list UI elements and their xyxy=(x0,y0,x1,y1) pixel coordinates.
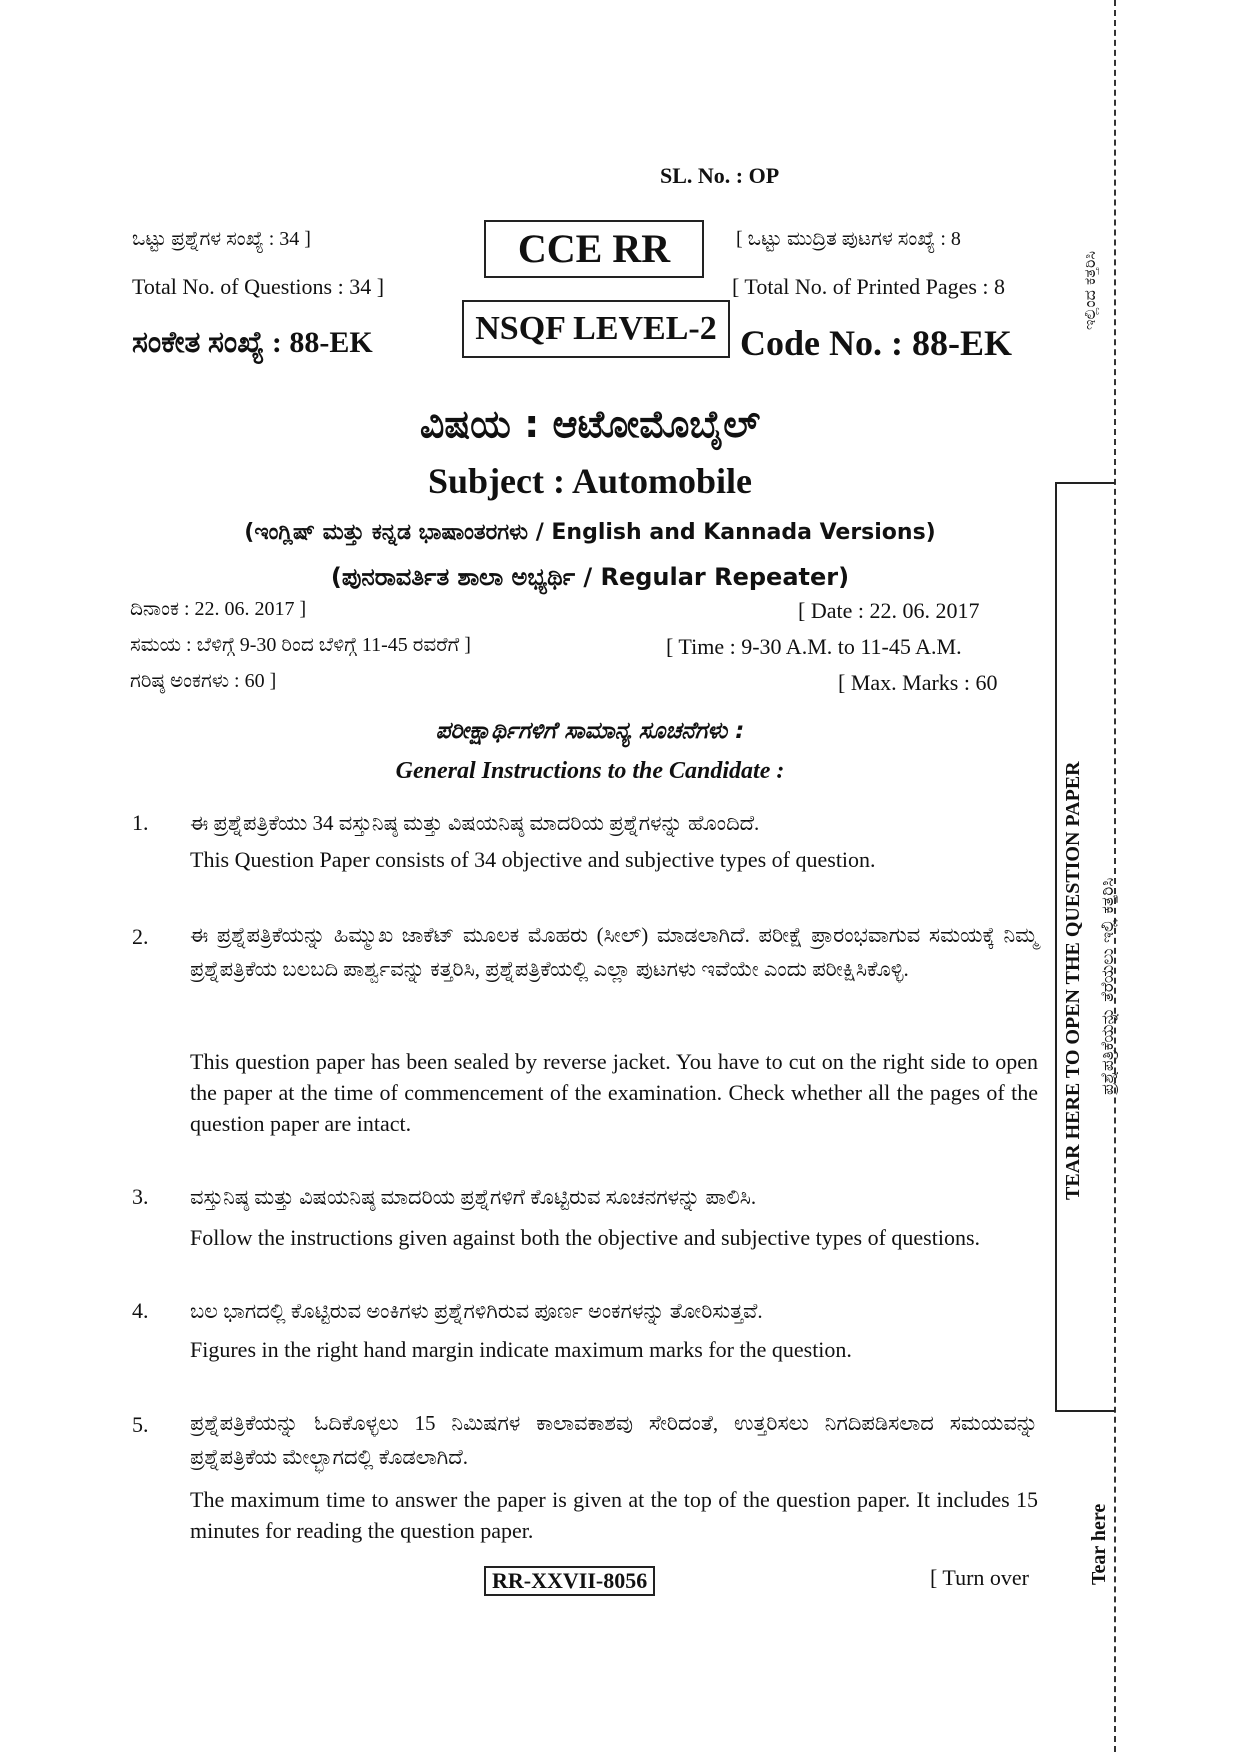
total-questions-kannada: ಒಟ್ಟು ಪ್ರಶ್ನೆಗಳ ಸಂಖ್ಯೆ : 34 ] xyxy=(132,228,311,250)
instruction-number: 3. xyxy=(132,1184,149,1209)
instruction-number: 5. xyxy=(132,1412,149,1437)
instruction-english: This question paper has been sealed by reverse jacket. You have to cut on the right side to open the paper at the time of commencement of the examination. Check whether all the pages of the question paper are intact. xyxy=(190,1049,1038,1136)
instructions-title: General Instructions to the Candidate : xyxy=(395,758,785,784)
max-marks-kannada: ಗರಿಷ್ಠ ಅಂಕಗಳು : 60 ] xyxy=(130,670,277,692)
instruction-kannada: ಬಲ ಭಾಗದಲ್ಲಿ ಕೊಟ್ಟಿರುವ ಅಂಕಿಗಳು ಪ್ರಶ್ನೆಗಳಿಗಿರುವ ಪೂರ್ಣ ಅಂಕಗಳನ್ನು ತೋರಿಸುತ್ತವೆ. xyxy=(190,1299,763,1323)
tear-instruction-kannada: ಪ್ರಶ್ನೆಪತ್ರಿಕೆಯನ್ನು ತೆರೆಯಲು ಇಲ್ಲಿ ಕತ್ತರಿಸಿ xyxy=(1098,877,1118,1095)
code-number: Code No. : 88-EK xyxy=(740,323,1012,363)
instruction-english: This Question Paper consists of 34 objective and subjective types of question. xyxy=(190,847,876,872)
instruction-number: 4. xyxy=(132,1298,149,1323)
cut-here-label-kannada: ಇಲ್ಲಿಂದ ಕತ್ತರಿಸಿ xyxy=(1080,251,1099,330)
instruction-english: Follow the instructions given against both the objective and subjective types of questions. xyxy=(190,1225,981,1250)
instruction-number: 2. xyxy=(132,924,149,949)
exam-type-box: CCE RR xyxy=(484,220,704,278)
instruction-english: The maximum time to answer the paper is given at the top of the question paper. It includes 15 minutes for reading the question paper. xyxy=(190,1487,1038,1543)
versions-line: (ಇಂಗ್ಲಿಷ್ ಮತ್ತು ಕನ್ನಡ ಭಾಷಾಂತರಗಳು / English and Kannada Versions) xyxy=(244,520,936,545)
code-number-kannada: ಸಂಕೇತ ಸಂಖ್ಯೆ : 88-EK xyxy=(132,326,373,359)
tear-instruction: TEAR HERE TO OPEN THE QUESTION PAPER xyxy=(1062,761,1084,1200)
exam-time: [ Time : 9-30 A.M. to 11-45 A.M. xyxy=(666,634,962,659)
total-questions: Total No. of Questions : 34 ] xyxy=(132,274,385,299)
instruction-kannada: ಈ ಪ್ರಶ್ನೆಪತ್ರಿಕೆಯು 34 ವಸ್ತುನಿಷ್ಠ ಮತ್ತು ವಿಷಯನಿಷ್ಠ ಮಾದರಿಯ ಪ್ರಶ್ನೆಗಳನ್ನು ಹೊಂದಿದೆ. xyxy=(190,811,760,835)
level-box: NSQF LEVEL-2 xyxy=(462,300,730,358)
instruction-number: 1. xyxy=(132,810,149,835)
time-kannada: ಸಮಯ : ಬೆಳಿಗ್ಗೆ 9-30 ರಿಂದ ಬೆಳಿಗ್ಗೆ 11-45 ರವರೆಗೆ ] xyxy=(130,634,471,656)
instruction-kannada: ಈ ಪ್ರಶ್ನೆಪತ್ರಿಕೆಯನ್ನು ಹಿಮ್ಮುಖ ಜಾಕೆಟ್ ಮೂಲಕ ಮೊಹರು (ಸೀಲ್) ಮಾಡಲಾಗಿದೆ. ಪರೀಕ್ಷೆ ಪ್ರಾರಂಭವಾಗುವ ಸಮಯಕ್ಕೆ ನಿಮ್ಮ ಪ್ರಶ್ನೆಪತ್ರಿಕೆಯ ಬಲಬದಿ ಪಾರ್ಶ್ವವನ್ನು ಕತ್ತರಿಸಿ, ಪ್ರಶ್ನೆಪತ್ರಿಕೆಯಲ್ಲಿ ಎಲ್ಲಾ ಪುಟಗಳು ಇವೆಯೇ ಎಂದು ಪರೀಕ್ಷಿಸಿಕೊಳ್ಳಿ. xyxy=(190,923,1038,981)
instruction-english: Figures in the right hand margin indicate maximum marks for the question. xyxy=(190,1337,852,1362)
instruction-kannada: ವಸ್ತುನಿಷ್ಠ ಮತ್ತು ವಿಷಯನಿಷ್ಠ ಮಾದರಿಯ ಪ್ರಶ್ನೆಗಳಿಗೆ ಕೊಟ್ಟಿರುವ ಸೂಚನಗಳನ್ನು ಪಾಲಿಸಿ. xyxy=(190,1185,757,1209)
total-pages-kannada: [ ಒಟ್ಟು ಮುದ್ರಿತ ಪುಟಗಳ ಸಂಖ್ಯೆ : 8 xyxy=(736,228,961,250)
subject-kannada: ವಿಷಯ : ಆಟೋಮೊಬೈಲ್ xyxy=(419,402,761,446)
tear-here-label: Tear here xyxy=(1088,1503,1110,1585)
turn-over-label: [ Turn over xyxy=(930,1565,1030,1590)
date-kannada: ದಿನಾಂಕ : 22. 06. 2017 ] xyxy=(130,598,307,620)
candidate-type: (ಪುನರಾವರ್ತಿತ ಶಾಲಾ ಅಭ್ಯರ್ಥಿ / Regular Repeater) xyxy=(330,563,850,591)
instruction-kannada: ಪ್ರಶ್ನೆಪತ್ರಿಕೆಯನ್ನು ಓದಿಕೊಳ್ಳಲು 15 ನಿಮಿಷಗಳ ಕಾಲಾವಕಾಶವು ಸೇರಿದಂತೆ, ಉತ್ತರಿಸಲು ನಿಗದಿಪಡಿಸಲಾದ ಸಮಯವನ್ನು ಪ್ರಶ್ನೆಪತ್ರಿಕೆಯ ಮೇಲ್ಭಾಗದಲ್ಲಿ ಕೊಡಲಾಗಿದೆ. xyxy=(190,1411,1038,1469)
paper-code: RR-XXVII-8056 xyxy=(484,1566,655,1596)
total-pages: [ Total No. of Printed Pages : 8 xyxy=(732,274,1006,299)
serial-number: SL. No. : OP xyxy=(660,163,780,188)
exam-date: [ Date : 22. 06. 2017 xyxy=(798,598,980,623)
instructions-title-kannada: ಪರೀಕ್ಷಾರ್ಥಿಗಳಿಗೆ ಸಾಮಾನ್ಯ ಸೂಚನೆಗಳು : xyxy=(435,718,745,744)
subject-title: Subject : Automobile xyxy=(428,461,752,501)
max-marks: [ Max. Marks : 60 xyxy=(838,670,998,695)
